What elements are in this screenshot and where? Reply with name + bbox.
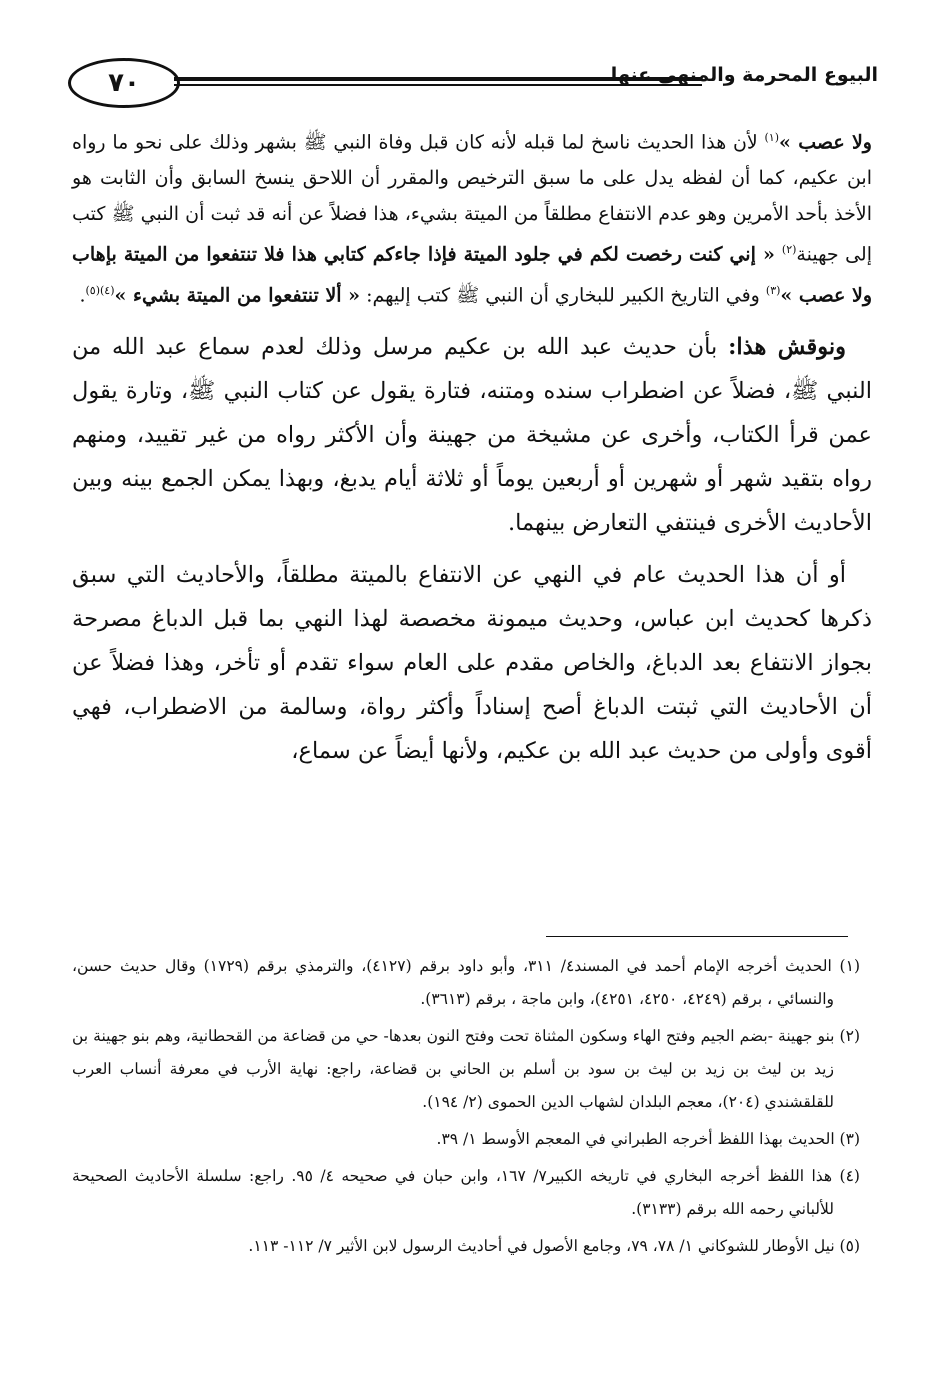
footnotes xyxy=(72,950,860,1267)
paragraph-3: أو أن هذا الحديث عام في النهي عن الانتفاع بالميتة مطلقاً، والأحاديث التي سبق ذكرها كحديث ابن عباس، وحديث ميمونة مخصصة لهذا النهي بما قبل الدباغ مصرحة بجواز الانتفاع بعد الدباغ، والخاص مقدم على العام سواء تقدم أو تأخر، وهذا فضلاً عن أن الأحاديث التي ثبتت الدباغ أصح إسناداً وأكثر رواة، وسالمة من الاضطراب، فهي أقوى وأولى من حديث عبد الله بن عكيم، ولأنها أيضاً عن سماع، xyxy=(72,561,872,764)
footnote: (٣) الحديث بهذا اللفظ أخرجه الطبراني في المعجم الأوسط ١/ ٣٩. xyxy=(436,1130,860,1148)
hadith-quote: « إني كنت رخصت لكم في جلود الميتة فإذا جاءكم كتابي هذا فلا تنتفعوا من الميتة بإهاب ولا عصب » xyxy=(72,243,872,306)
paragraph-2 xyxy=(72,325,872,545)
text-span: لأن هذا الحديث ناسخ لما قبله لأنه كان قبل وفاة النبي ﷺ بشهر وذلك على نحو ما رواه ابن عكيم، كما أن لفظه يدل على ما سبق الترخيص والمقرر أن اللاحق ينسخ السابق وأن الثابت هو الأخذ بأحد الأمرين وهو عدم الانتفاع مطلقاً من الميتة بشيء، هذا فضلاً عن أنه قد ثبت أن النبي ﷺ كتب إلى جهينة xyxy=(72,131,872,266)
hadith-quote: « ألا تنتفعوا من الميتة بشيء » xyxy=(114,283,361,306)
main-text xyxy=(72,120,872,773)
text-span: . xyxy=(79,283,86,306)
paragraph-lead: ونوقش هذا: xyxy=(728,333,846,360)
footnote-separator xyxy=(546,936,848,937)
footnote-ref-4: (٤) xyxy=(100,283,115,297)
footnote-ref-1: (١) xyxy=(764,131,780,144)
footnote: (١) الحديث أخرجه الإمام أحمد في المسند٤/ ٣١١، وأبو داود برقم (٤١٢٧)، والترمذي برقم (١٧٢٩) وقال حديث حسن، والنسائي ، برقم (٤٢٤٩، ٤٢٥٠، ٤٢٥١)، وابن ماجة ، برقم (٣٦١٣). xyxy=(72,957,860,1008)
footnote: (٤) هذا اللفظ أخرجه البخاري في تاريخه الكبير٧/ ١٦٧، وابن حبان في صحيحه ٤/ ٩٥. راجع: سلسلة الأحاديث الصحيحة للألباني رحمه الله برقم (٣١٣٣). xyxy=(72,1167,860,1218)
text-span: بأن حديث عبد الله بن عكيم مرسل وذلك لعدم سماع عبد الله من النبي ﷺ، فضلاً عن اضطراب سنده ومتنه، فتارة يقول عن كتاب النبي ﷺ، وتارة يقول عمن قرأ الكتاب، وأخرى عن مشيخة من جهينة وأن الأكثر رواه من غير تقييد، ومنهم رواه بتقيد شهر أو شهرين أو أربعين يوماً أو ثلاثة أيام يدبغ، وبهذا يمكن الجمع بينه وبين الأحاديث الأخرى فينتفي التعارض بينهما. xyxy=(72,333,872,536)
footnote: (٢) بنو جهينة -بضم الجيم وفتح الهاء وسكون المثناة تحت وفتح النون بعدها- حي من قضاعة من القحطانية، وهم بنو جهينة بن زيد بن ليث بن زيد بن ليث بن سود بن أسلم بن الحاني بن قضاعة، راجع: نهاية الأرب في معرفة أنساب العرب للقلقشندي (٢٠٤)، معجم البلدان لشهاب الدين الحموى (٢/ ١٩٤). xyxy=(72,1027,860,1111)
paragraph-1 xyxy=(72,120,872,313)
text-span: وفي التاريخ الكبير للبخاري أن النبي ﷺ كتب إليهم: xyxy=(360,283,766,306)
text-span: ولا عصب » xyxy=(779,131,872,154)
page-header xyxy=(60,52,884,108)
footnote-ref-2: (٢) xyxy=(781,243,797,257)
running-title: البيوع المحرمة والمنهي عنها xyxy=(610,64,878,86)
footnote-ref-5: (٥) xyxy=(85,283,100,297)
footnote: (٥) نيل الأوطار للشوكاني ١/ ٧٨، ٧٩، وجامع الأصول في أحاديث الرسول لابن الأثير ٧/ ١١٢- ١١٣. xyxy=(248,1237,860,1255)
footnote-ref-3: (٣) xyxy=(765,283,781,297)
page-number: ٧٠ xyxy=(68,58,180,108)
